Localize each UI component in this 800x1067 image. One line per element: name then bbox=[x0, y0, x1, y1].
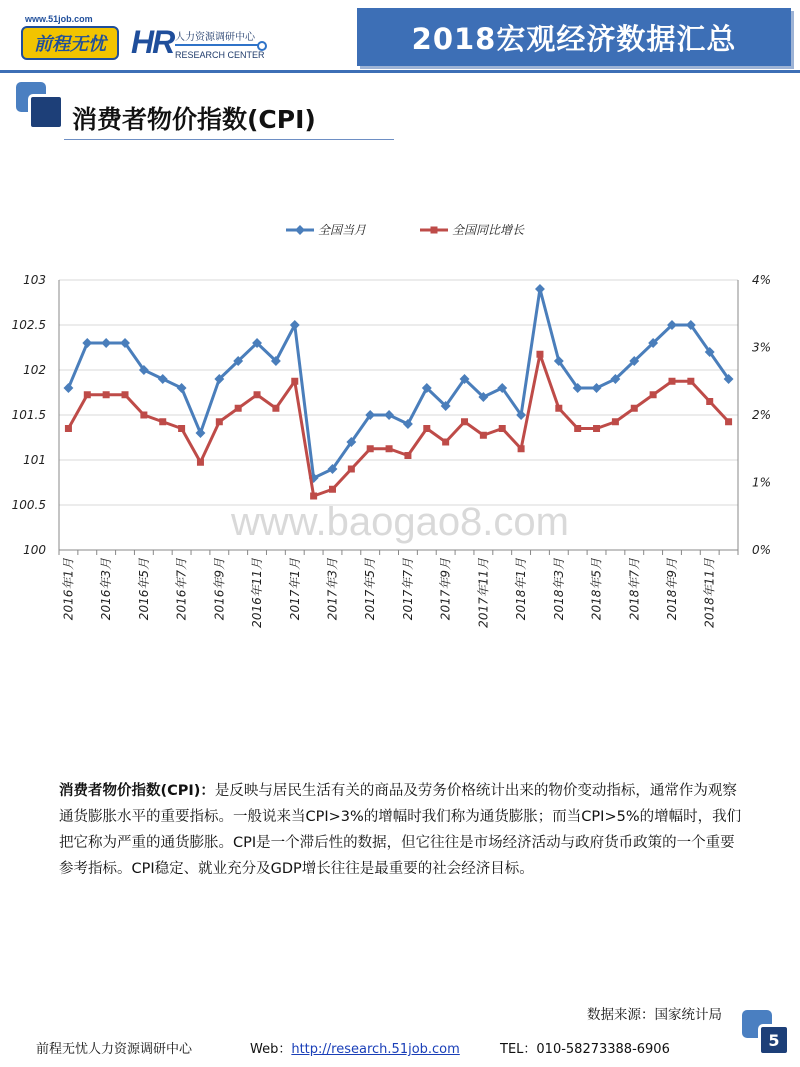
y-right-tick-label: 4% bbox=[752, 273, 772, 287]
series-point-yoy-growth bbox=[706, 398, 713, 405]
series-point-yoy-growth bbox=[404, 452, 411, 459]
series-point-yoy-growth bbox=[272, 405, 279, 412]
logo-text: 前程无忧 bbox=[34, 34, 106, 55]
series-point-yoy-growth bbox=[159, 418, 166, 425]
hr-logo-line bbox=[175, 44, 259, 46]
x-tick-label: 2018年9月 bbox=[664, 558, 679, 621]
x-tick-label: 2016年7月 bbox=[174, 558, 189, 621]
cpi-term: 消费者物价指数(CPI)： bbox=[59, 783, 215, 799]
series-point-current-month bbox=[158, 374, 168, 384]
series-point-yoy-growth bbox=[631, 405, 638, 412]
series-point-yoy-growth bbox=[235, 405, 242, 412]
series-point-yoy-growth bbox=[480, 432, 487, 439]
series-point-yoy-growth bbox=[254, 391, 261, 398]
series-point-yoy-growth bbox=[499, 425, 506, 432]
hr-center-english: RESEARCH CENTER bbox=[175, 50, 265, 60]
series-point-yoy-growth bbox=[310, 493, 317, 500]
logo-badge bbox=[21, 26, 119, 60]
y-right-tick-label: 0% bbox=[752, 543, 772, 557]
x-tick-label: 2018年1月 bbox=[514, 558, 529, 621]
x-tick-label: 2016年9月 bbox=[212, 558, 227, 621]
series-point-yoy-growth bbox=[140, 412, 147, 419]
cpi-description bbox=[59, 778, 749, 882]
footer-web-link[interactable]: http://research.51job.com bbox=[291, 1042, 460, 1057]
header-divider bbox=[0, 70, 800, 73]
series-point-yoy-growth bbox=[348, 466, 355, 473]
y-right-tick-label: 2% bbox=[752, 408, 772, 422]
series-point-yoy-growth bbox=[461, 418, 468, 425]
series-point-current-month bbox=[592, 383, 602, 393]
x-tick-label: 2017年5月 bbox=[363, 558, 378, 621]
series-point-current-month bbox=[101, 338, 111, 348]
hr-letters: HR bbox=[131, 24, 174, 60]
report-title: 2018宏观经济数据汇总 bbox=[411, 21, 737, 56]
watermark-text: www.baogao8.com bbox=[231, 500, 569, 544]
cpi-definition: 是反映与居民生活有关的商品及劳务价格统计出来的物价变动指标，通常作为观察通货膨胀水平的重要指标。一般说来当CPI>3%的增幅时我们称为通货膨胀；而当CPI>5%的增幅时，我们把它称为严重的通货膨胀。CPI是一个滞后性的数据，但它往往是市场经济活动与政府货币政策的一个重要参考指标。CPI稳定、就业充分及GDP增长往往是最重要的社会经济目标。 bbox=[59, 783, 742, 877]
section-underline bbox=[64, 139, 394, 140]
series-point-yoy-growth bbox=[423, 425, 430, 432]
series-point-current-month bbox=[177, 383, 187, 393]
series-point-yoy-growth bbox=[612, 418, 619, 425]
x-tick-label: 2016年1月 bbox=[61, 558, 76, 621]
x-tick-label: 2016年3月 bbox=[99, 558, 114, 621]
series-line-1 bbox=[68, 289, 728, 478]
y-left-tick-label: 100 bbox=[23, 543, 46, 557]
series-point-yoy-growth bbox=[687, 378, 694, 385]
legend-label: 全国同比增长 bbox=[452, 223, 525, 237]
y-left-tick-label: 102 bbox=[23, 363, 46, 377]
report-title-banner bbox=[357, 8, 791, 66]
series-point-yoy-growth bbox=[216, 418, 223, 425]
series-point-yoy-growth bbox=[725, 418, 732, 425]
series-point-current-month bbox=[384, 410, 394, 420]
x-tick-label: 2017年11月 bbox=[476, 558, 491, 628]
x-tick-label: 2016年5月 bbox=[136, 558, 151, 621]
footer-tel: TEL：010-58273388-6906 bbox=[500, 1042, 670, 1057]
series-point-yoy-growth bbox=[197, 459, 204, 466]
data-source: 数据来源：国家统计局 bbox=[587, 1007, 722, 1023]
series-point-yoy-growth bbox=[84, 391, 91, 398]
y-right-tick-label: 1% bbox=[752, 475, 772, 490]
x-tick-label: 2018年5月 bbox=[589, 558, 604, 621]
footer-web bbox=[250, 1038, 460, 1057]
series-point-yoy-growth bbox=[178, 425, 185, 432]
y-left-tick-label: 102.5 bbox=[11, 318, 46, 332]
series-point-yoy-growth bbox=[536, 351, 543, 358]
y-left-tick-label: 103 bbox=[23, 273, 46, 287]
brand-logo bbox=[21, 14, 121, 60]
series-point-yoy-growth bbox=[329, 486, 336, 493]
series-point-yoy-growth bbox=[593, 425, 600, 432]
page-number: 5 bbox=[768, 1030, 780, 1050]
x-tick-label: 2017年9月 bbox=[438, 558, 453, 621]
series-point-yoy-growth bbox=[668, 378, 675, 385]
x-tick-label: 2017年1月 bbox=[287, 558, 302, 621]
cpi-line-chart bbox=[0, 210, 800, 650]
y-left-tick-label: 101.5 bbox=[11, 408, 46, 422]
footer-org: 前程无忧人力资源调研中心 bbox=[36, 1042, 193, 1057]
legend-label: 全国当月 bbox=[318, 223, 367, 237]
series-point-yoy-growth bbox=[650, 391, 657, 398]
series-point-yoy-growth bbox=[65, 425, 72, 432]
x-tick-label: 2017年7月 bbox=[400, 558, 415, 621]
series-point-yoy-growth bbox=[574, 425, 581, 432]
series-point-yoy-growth bbox=[122, 391, 129, 398]
hr-research-logo bbox=[131, 20, 271, 64]
series-point-yoy-growth bbox=[367, 445, 374, 452]
series-point-current-month bbox=[82, 338, 92, 348]
y-left-tick-label: 101 bbox=[23, 453, 46, 467]
hr-center-name: 人力资源调研中心 bbox=[175, 32, 255, 43]
series-point-yoy-growth bbox=[555, 405, 562, 412]
series-point-yoy-growth bbox=[291, 378, 298, 385]
series-point-yoy-growth bbox=[442, 439, 449, 446]
section-square-icon bbox=[28, 94, 64, 130]
legend-marker bbox=[295, 225, 305, 235]
series-point-current-month bbox=[63, 383, 73, 393]
y-left-tick-label: 100.5 bbox=[11, 498, 46, 512]
series-point-current-month bbox=[535, 284, 545, 294]
series-point-yoy-growth bbox=[103, 391, 110, 398]
x-tick-label: 2018年11月 bbox=[702, 558, 717, 628]
series-line-2 bbox=[68, 354, 728, 496]
logo-url: www.51job.com bbox=[25, 14, 93, 24]
footer-web-label: Web： bbox=[250, 1042, 292, 1057]
series-point-yoy-growth bbox=[518, 445, 525, 452]
legend-marker bbox=[431, 227, 438, 234]
x-tick-label: 2016年11月 bbox=[250, 558, 265, 628]
series-point-current-month bbox=[196, 428, 206, 438]
x-tick-label: 2017年3月 bbox=[325, 558, 340, 621]
series-point-yoy-growth bbox=[386, 445, 393, 452]
section-title: 消费者物价指数(CPI) bbox=[72, 105, 316, 134]
page-number-badge bbox=[758, 1024, 790, 1056]
x-tick-label: 2018年7月 bbox=[627, 558, 642, 621]
x-tick-label: 2018年3月 bbox=[551, 558, 566, 621]
y-right-tick-label: 3% bbox=[752, 340, 772, 355]
